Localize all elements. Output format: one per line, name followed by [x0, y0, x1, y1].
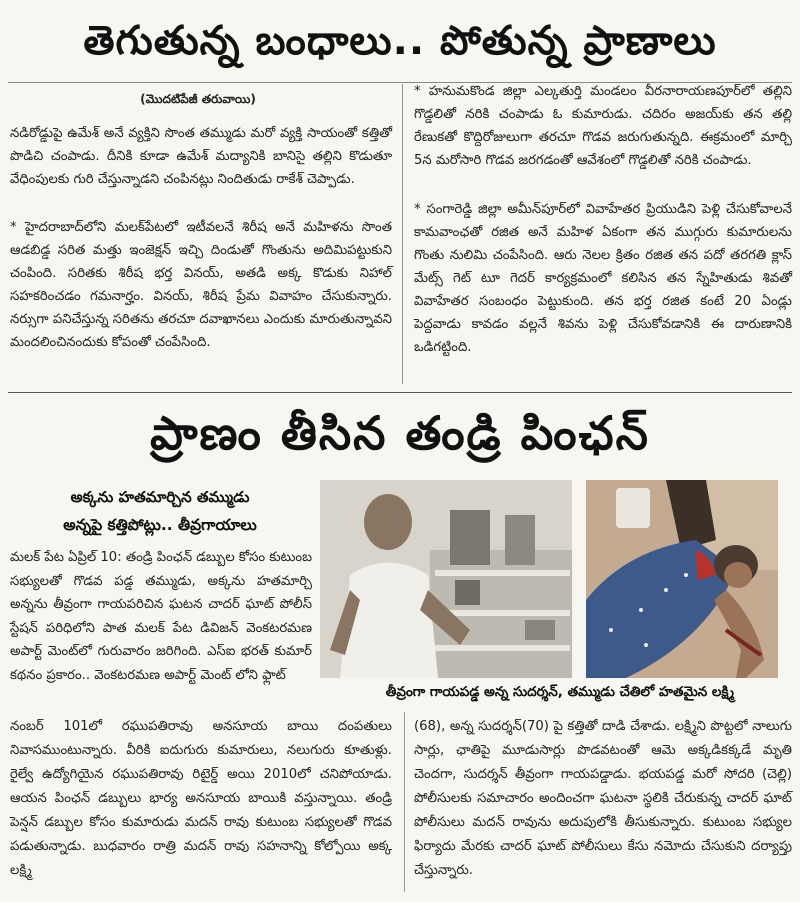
continued-label: (మొదటిపేజీ తరువాయి)	[140, 92, 256, 106]
headline-article1: తెగుతున్న బంధాలు.. పోతున్న ప్రాణాలు	[83, 18, 717, 64]
section-divider	[8, 392, 792, 393]
photo-caption: తీవ్రంగా గాయపడ్డ అన్న సుదర్శన్, తమ్ముడు చేతిలో హతమైన లక్ష్మి	[385, 684, 735, 700]
article2-column2: (68), అన్న సుదర్శన్(70) పై కత్తితో దాడి చేశాడు. లక్ష్మిని పొట్టలో నాలుగు సార్లు, ఛాతిపై మూడుసార్లు పొడవటంతో ఆమె అక్కడికక్కడే మృతి చెందగా, సుదర్శన్ తీవ్రంగా గాయపడ్డాడు. భయపడ్డ మరో సోదరి (చెల్లి) పోలీసులకు సమాచారం అందించగా ఘటనా స్థలికి చేరుకున్న చాదర్ ఘాట్ పోలీసులు మదన్ రావును అదుపులోకి తీసుకున్నారు. కుటుంబ సభ్యుల ఫిర్యాదు మేరకు చాదర్ ఘాట్ పోలీసులు కేసు నమోదు చేసుకుని దర్యాప్తు చేస్తున్నారు.	[414, 719, 792, 878]
column-divider	[402, 84, 403, 384]
article1-right-paragraph-1: * హనుమకొండ జిల్లా ఎల్కతుర్తి మండలం వీరనారాయణపూర్‌లో తల్లిని గొడ్డలితో నరికి చంపాడు ఓ కుమారుడు. చదిరం అజయ్‌కు తన తల్లి రేణుకతో కొద్దిరోజులుగా తరచూ గొడవ జరుగుతున్నది. ఈక్రమంలో మార్చి 5న మరోసారి గొడవ జరగడంతో ఆవేశంలో గొడ్డలితో నరికి చంపాడు.	[414, 84, 792, 168]
article1-left-paragraph-2: * హైదరాబాద్‌లోని మలక్‌పేటలో ఇటీవలనే శిరీష అనే మహిళను సొంత ఆడబిడ్డ సరిత మత్తు ఇంజెక్షన్ ఇచ్చి దిండుతో గొంతును అదిమిపట్టుకుని చంపింది. సరితకు శిరీష భర్త వినయ్, అతడి అక్క కొడుకు నిహాల్ సహకరించడం గమనార్హం. వినయ్, శిరీష ప్రేమ వివాహం చేసుకున్నారు. నర్సుగా పనిచేస్తున్న సరితను తరచూ దవాఖానలు ఎందుకు మారుతున్నావని మందలించినందుకు కోపంతో చంపేసింది.	[10, 220, 392, 350]
article2-column1-bottom: నంబర్ 101లో రఘుపతిరావు అనసూయ బాయి దంపతులు నివాసముంటున్నారు. వీరికి ఐదుగురు కుమారులు, నలుగురు కూతుళ్లు. రైల్వే ఉద్యోగియైన రఘుపతిరావు రిటైర్డ్ అయి 2010లో చనిపోయాడు. ఆయన పింఛన్ డబ్బులు భార్య అనసూయ బాయికి వస్తున్నాయి. తండ్రి పెన్షన్ డబ్బుల కోసం కుమారుడు మదన్ రావు కుటుంబ సభ్యులతో గొడవ పడుతున్నాడు. బుధవారం రాత్రి మదన్ రావు సహనాన్ని కోల్పోయి అక్క లక్ష్మి	[10, 719, 392, 878]
column-divider-2	[404, 712, 405, 892]
headline-article2: ప్రాణం తీసిన తండ్రి పింఛన్	[150, 406, 650, 460]
subheading-1: అక్కను హతమార్చిన తమ్ముడు	[70, 488, 250, 506]
photo-deceased-woman-image	[586, 480, 778, 678]
photo-deceased-woman	[586, 480, 778, 678]
article2-column1-top: మలక్ పేట ఏప్రిల్ 10: తండ్రి పింఛన్ డబ్బుల కోసం కుటుంబ సభ్యులతో గొడవ పడ్డ తమ్ముడు, అక్కను హతమార్చి అన్నను తీవ్రంగా గాయపరిచిన ఘటన చాదర్ ఘాట్ పోలీస్ స్టేషన్ పరిధిలోని పాత మలక్ పేట డివిజన్ వెంకటరమణ అపార్ట్ మెంట్‌లో గురువారం జరిగింది. ఎస్ఐ భరత్ కుమార్ కథనం ప్రకారం.. వెంకటరమణ అపార్ట్ మెంట్ లోని ఫ్లాట్	[10, 550, 312, 683]
photo-injured-brother	[320, 480, 572, 678]
article1-left-paragraph-1: నడిరోడ్డుపై ఉమేశ్ అనే వ్యక్తిని సొంత తమ్ముడు మరో వ్యక్తి సాయంతో కత్తితో పొడిచి చంపాడు. దీనికి కూడా ఉమేశ్ మద్యానికి బానిసై తల్లిని కొడుతూ వేధింపులకు గురి చేస్తున్నాడని చంపినట్లు నిందితుడు రాకేశ్ చెప్పాడు.	[10, 126, 392, 187]
photo-injured-brother-image	[320, 480, 572, 678]
subheading-2: అన్నపై కత్తిపోట్లు.. తీవ్రగాయాలు	[63, 516, 257, 534]
article1-right-paragraph-2: * సంగారెడ్డి జిల్లా అమీన్‌పూర్‌లో వివాహేతర ప్రియుడిని పెళ్లి చేసుకోవాలనే కామవాంఛతో రజిత అనే మహిళ ఏకంగా తన ముగ్గురు కుమారులను గొంతు నులిమి చంపేసింది. ఆరు నెలల క్రితం రజిత తన పదో తరగతి క్లాస్ మేట్స్ గెట్ టూ గెదర్ కార్యక్రమంలో కలిసిన తన స్నేహితుడు శివతో వివాహేతర సంబంధం పెట్టుకుంది. తన భర్త రజిత కంటే 20 ఏండ్లు పెద్దవాడు కావడం వల్లనే శివను పెళ్లి చేసుకోవడానికి ఈ దారుణానికి ఒడిగట్టింది.	[414, 202, 792, 355]
